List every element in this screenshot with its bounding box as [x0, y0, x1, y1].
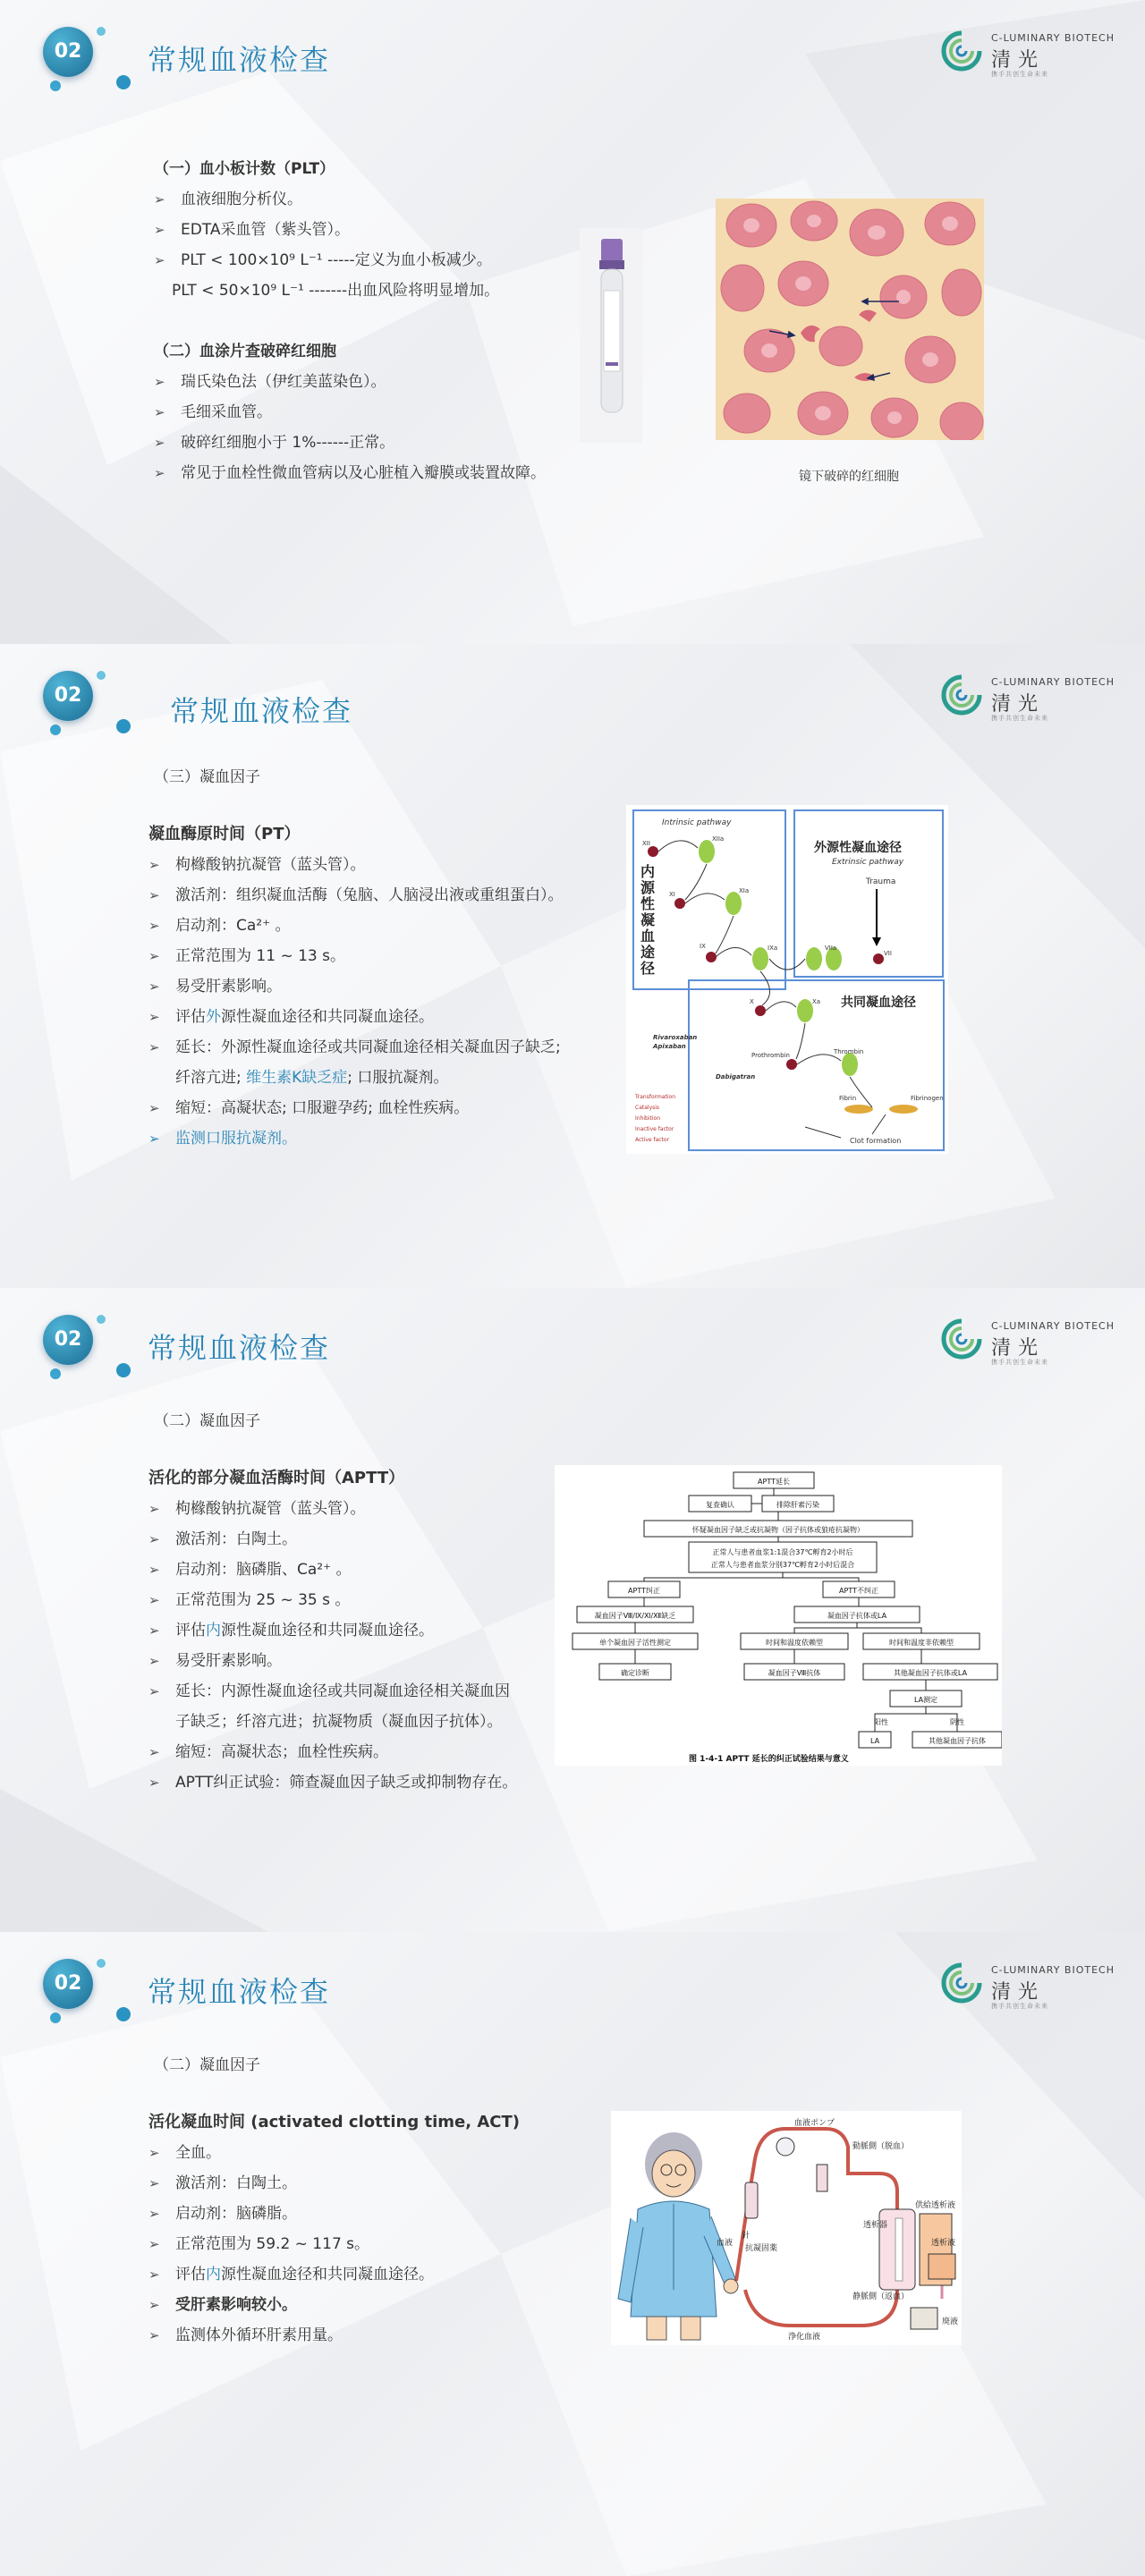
- badge-number: 02: [43, 671, 93, 721]
- list-item: ➢ 启动剂：脑磷脂。: [148, 2199, 520, 2229]
- svg-text:透析液: 透析液: [931, 2239, 956, 2248]
- section-heading: （二）凝血因子: [154, 1412, 260, 1430]
- badge-number: 02: [43, 1315, 93, 1365]
- slide-aptt: [0, 1288, 1145, 1932]
- svg-text:Active factor: Active factor: [635, 1137, 670, 1143]
- list-item: ➢ 启动剂：Ca²⁺ 。: [148, 911, 564, 941]
- svg-text:单个凝血因子活性测定: 单个凝血因子活性测定: [599, 1639, 671, 1647]
- extrinsic-label-en: Extrinsic pathway: [832, 858, 904, 867]
- svg-text:复查确认: 复查确认: [706, 1501, 734, 1509]
- list-item: ➢ 受肝素影响较小。: [148, 2290, 520, 2320]
- subtitle: 活化凝血时间 (activated clotting time, ACT): [148, 2113, 520, 2131]
- content-text: [148, 819, 564, 1154]
- svg-text:Apixaban: Apixaban: [653, 1043, 686, 1050]
- list-item: ➢ 枸橼酸钠抗凝管（蓝头管）。: [148, 850, 564, 880]
- svg-text:怀疑凝血因子缺乏或抗凝物（因子抗体或狼疮抗凝物）: 怀疑凝血因子缺乏或抗凝物（因子抗体或狼疮抗凝物）: [692, 1526, 864, 1534]
- svg-text:凝血因子Ⅷ/Ⅸ/Ⅺ/Ⅻ缺乏: 凝血因子Ⅷ/Ⅸ/Ⅺ/Ⅻ缺乏: [594, 1612, 676, 1620]
- svg-text:APTT纠正: APTT纠正: [628, 1587, 660, 1595]
- section-badge: [39, 20, 102, 82]
- company-logo: [939, 671, 1115, 724]
- svg-text:凝血因子Ⅷ抗体: 凝血因子Ⅷ抗体: [768, 1669, 821, 1677]
- section-badge: [39, 1308, 102, 1370]
- content-text: [148, 2107, 520, 2351]
- intrinsic-vertical-label: [640, 863, 656, 977]
- svg-text:Dabigatran: Dabigatran: [716, 1073, 756, 1080]
- list-item: ➢ 常见于血栓性微血管病以及心脏植入瓣膜或装置故障。: [154, 458, 546, 488]
- blood-smear-image: [716, 199, 984, 440]
- svg-text:排除肝素污染: 排除肝素污染: [776, 1501, 819, 1509]
- svg-text:其他凝血因子抗体或LA: 其他凝血因子抗体或LA: [893, 1669, 968, 1677]
- logo-slogan: 携手共创生命未来: [991, 715, 1048, 722]
- badge-number: 02: [43, 27, 93, 77]
- svg-text:确定诊断: 确定诊断: [621, 1669, 649, 1677]
- svg-text:IXa: IXa: [768, 945, 778, 952]
- list-item: ➢ APTT纠正试验：筛查凝血因子缺乏或抑制物存在。: [148, 1767, 517, 1798]
- svg-text:廃液: 廃液: [942, 2318, 959, 2326]
- list-item: ➢ 激活剂：白陶土。: [148, 1524, 517, 1555]
- logo-chinese: 清光: [991, 1981, 1046, 2004]
- svg-text:透析器: 透析器: [863, 2221, 888, 2230]
- page-title: 常规血液检查: [148, 1331, 331, 1365]
- list-item-continued: PLT < 50×10⁹ L⁻¹ -------出血风险将明显增加。: [172, 282, 500, 300]
- svg-text:阴性: 阴性: [950, 1718, 964, 1726]
- logo-icon: [939, 1317, 984, 1361]
- list-item: ➢ 毛细采血管。: [154, 397, 546, 428]
- list-item: ➢ 破碎红细胞小于 1%------正常。: [154, 428, 546, 458]
- svg-text:XIa: XIa: [739, 887, 750, 894]
- svg-text:XII: XII: [642, 840, 650, 847]
- list-item: ➢ 血液细胞分析仪。: [154, 184, 546, 215]
- image-caption: 镜下破碎的红细胞: [799, 470, 899, 484]
- logo-english: C-LUMINARY BIOTECH: [991, 1320, 1115, 1332]
- svg-text:針: 針: [742, 2232, 751, 2241]
- edta-tube-image: [580, 228, 642, 443]
- content-text: [154, 154, 546, 488]
- svg-text:Xa: Xa: [812, 998, 821, 1005]
- svg-text:凝血因子抗体或LA: 凝血因子抗体或LA: [827, 1612, 887, 1620]
- section-heading: （一）血小板计数（PLT）: [154, 160, 335, 178]
- list-item: ➢ 监测体外循环肝素用量。: [148, 2320, 520, 2351]
- company-logo: [939, 27, 1115, 80]
- list-item: ➢ 枸橼酸钠抗凝管（蓝头管）。: [148, 1494, 517, 1524]
- svg-text:时间和温度依赖型: 时间和温度依赖型: [766, 1639, 823, 1647]
- svg-text:Thrombin: Thrombin: [834, 1048, 864, 1055]
- list-item: ➢ 启动剂：脑磷脂、Ca²⁺ 。: [148, 1555, 517, 1585]
- list-item: ➢ 激活剂：白陶土。: [148, 2168, 520, 2199]
- list-item: ➢ 正常范围为 25 ~ 35 s 。: [148, 1585, 517, 1615]
- svg-text:Inhibition: Inhibition: [635, 1115, 661, 1122]
- page-title: 常规血液检查: [148, 43, 331, 77]
- svg-text:血液ポンプ: 血液ポンプ: [794, 2119, 835, 2128]
- subtitle: 活化的部分凝血活酶时间（APTT）: [148, 1469, 405, 1487]
- list-item: ➢ 延长：外源性凝血途径或共同凝血途径相关凝血因子缺乏;: [148, 1032, 564, 1063]
- logo-slogan: 携手共创生命未来: [991, 1359, 1048, 1366]
- list-item: ➢ 瑞氏染色法（伊红美蓝染色）。: [154, 367, 546, 397]
- list-item-continued: 子缺乏；纤溶亢进；抗凝物质（凝血因子抗体）。: [175, 1713, 503, 1731]
- svg-text:動脈側（脱血）: 動脈側（脱血）: [852, 2142, 910, 2151]
- svg-text:VIIa: VIIa: [825, 945, 837, 952]
- svg-text:血液: 血液: [717, 2239, 734, 2248]
- content-text: [148, 1463, 517, 1798]
- svg-text:VII: VII: [884, 950, 892, 957]
- aptt-flowchart: [555, 1465, 1002, 1766]
- clot-formation-label: Clot formation: [850, 1137, 902, 1145]
- list-item: ➢ 正常范围为 59.2 ~ 117 s。: [148, 2229, 520, 2259]
- list-item: ➢ 激活剂：组织凝血活酶（兔脑、人脑浸出液或重组蛋白）。: [148, 880, 564, 911]
- svg-text:IX: IX: [700, 943, 706, 950]
- badge-number: 02: [43, 1959, 93, 2009]
- company-logo: [939, 1959, 1115, 2012]
- svg-text:Fibrin: Fibrin: [839, 1095, 857, 1102]
- slide-plt: [0, 0, 1145, 644]
- svg-text:供給透析液: 供給透析液: [915, 2201, 956, 2210]
- svg-text:抗凝固薬: 抗凝固薬: [745, 2244, 778, 2253]
- svg-text:Fibrinogen: Fibrinogen: [911, 1095, 944, 1102]
- svg-text:浄化血液: 浄化血液: [788, 2333, 821, 2342]
- company-logo: [939, 1315, 1115, 1368]
- logo-icon: [939, 673, 984, 717]
- logo-chinese: 清光: [991, 1337, 1046, 1360]
- list-item: ➢ 监测口服抗凝剂。: [148, 1123, 564, 1154]
- logo-slogan: 携手共创生命未来: [991, 2003, 1048, 2010]
- flowchart-caption: 图 1-4-1 APTT 延长的纠正试验结果与意义: [689, 1755, 849, 1764]
- list-item: ➢ 易受肝素影响。: [148, 1646, 517, 1676]
- trauma-label: Trauma: [866, 877, 896, 886]
- section-heading: （三）凝血因子: [154, 768, 260, 786]
- logo-icon: [939, 29, 984, 73]
- logo-english: C-LUMINARY BIOTECH: [991, 1964, 1115, 1976]
- logo-chinese: 清光: [991, 693, 1046, 716]
- svg-text:Catalysis: Catalysis: [635, 1105, 660, 1111]
- subtitle: 凝血酶原时间（PT）: [148, 825, 301, 843]
- logo-icon: [939, 1961, 984, 2005]
- intrinsic-label: Intrinsic pathway: [662, 818, 732, 827]
- list-item: ➢ 评估内源性凝血途径和共同凝血途径。: [148, 2259, 520, 2290]
- list-item: ➢ PLT < 100×10⁹ L⁻¹ -----定义为血小板减少。: [154, 245, 546, 275]
- svg-text:X: X: [750, 998, 754, 1005]
- logo-chinese: 清光: [991, 49, 1046, 72]
- slide-pt: [0, 644, 1145, 1288]
- section-heading: （二）血涂片查破碎红细胞: [154, 343, 336, 360]
- list-item: ➢ 延长：内源性凝血途径或共同凝血途径相关凝血因: [148, 1676, 517, 1707]
- common-label-cn: 共同凝血途径: [841, 996, 916, 1010]
- list-item: ➢ 缩短：高凝状态；血栓性疾病。: [148, 1737, 517, 1767]
- svg-text:时间和温度非依赖型: 时间和温度非依赖型: [889, 1639, 954, 1647]
- svg-text:内源性凝血途径: 内源性凝血途径: [640, 863, 656, 977]
- svg-text:XIIa: XIIa: [712, 835, 725, 843]
- svg-text:Inactive factor: Inactive factor: [635, 1126, 674, 1132]
- list-item: ➢ 正常范围为 11 ~ 13 s。: [148, 941, 564, 971]
- svg-text:正常人与患者血浆1:1混合37℃孵育2小时后: 正常人与患者血浆1:1混合37℃孵育2小时后: [712, 1548, 853, 1556]
- extracorporeal-circuit-illustration: [611, 2111, 962, 2345]
- list-item-continued: 纤溶亢进; 维生素K缺乏症; 口服抗凝剂。: [175, 1069, 449, 1087]
- page-title: 常规血液检查: [148, 1975, 331, 2009]
- page-title: 常规血液检查: [170, 694, 353, 728]
- section-badge: [39, 664, 102, 726]
- list-item: ➢ 易受肝素影响。: [148, 971, 564, 1002]
- section-badge: [39, 1952, 102, 2014]
- svg-text:XI: XI: [669, 891, 675, 898]
- svg-text:LA: LA: [869, 1737, 880, 1745]
- svg-text:Rivaroxaban: Rivaroxaban: [653, 1034, 698, 1041]
- logo-slogan: 携手共创生命未来: [991, 71, 1048, 78]
- list-item: ➢ 缩短：高凝状态; 口服避孕药; 血栓性疾病。: [148, 1093, 564, 1123]
- svg-text:静脈側（返血）: 静脈側（返血）: [852, 2292, 910, 2301]
- extrinsic-label-cn: 外源性凝血途径: [814, 841, 902, 855]
- svg-text:APTT不纠正: APTT不纠正: [839, 1587, 878, 1595]
- svg-text:Transformation: Transformation: [635, 1094, 676, 1100]
- list-item: ➢ 评估内源性凝血途径和共同凝血途径。: [148, 1615, 517, 1646]
- slide-act: [0, 1932, 1145, 2576]
- svg-text:Prothrombin: Prothrombin: [751, 1052, 790, 1059]
- list-item: ➢ 全血。: [148, 2138, 520, 2168]
- section-heading: （二）凝血因子: [154, 2056, 260, 2074]
- list-item: ➢ EDTA采血管（紫头管）。: [154, 215, 546, 245]
- coagulation-cascade-diagram: [626, 805, 948, 1154]
- svg-text:LA测定: LA测定: [913, 1696, 938, 1704]
- logo-english: C-LUMINARY BIOTECH: [991, 32, 1115, 44]
- logo-english: C-LUMINARY BIOTECH: [991, 676, 1115, 688]
- list-item: ➢ 评估外源性凝血途径和共同凝血途径。: [148, 1002, 564, 1032]
- svg-text:其他凝血因子抗体: 其他凝血因子抗体: [929, 1737, 986, 1745]
- svg-text:阳性: 阳性: [874, 1718, 888, 1726]
- svg-text:APTT延长: APTT延长: [758, 1478, 790, 1486]
- svg-text:正常人与患者血浆分别37℃孵育2小时后混合: 正常人与患者血浆分别37℃孵育2小时后混合: [710, 1561, 855, 1569]
